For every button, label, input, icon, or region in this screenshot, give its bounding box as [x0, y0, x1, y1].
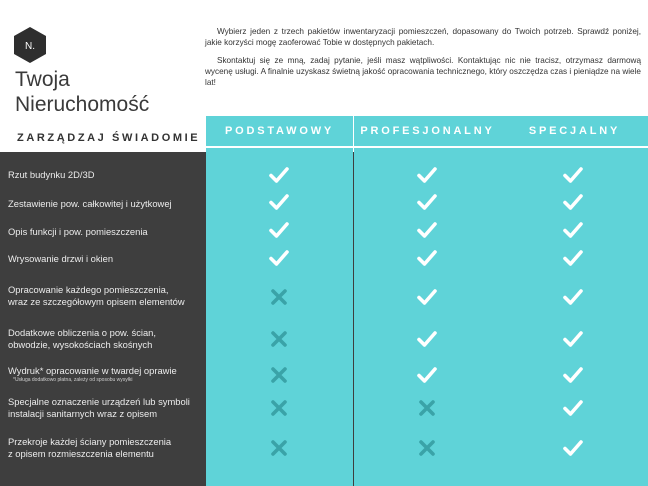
- feature-row: [8, 365, 198, 384]
- check-icon: [268, 219, 290, 241]
- feature-label: Dodatkowe obliczenia o pow. ścian,: [8, 327, 157, 338]
- feature-row: [8, 284, 198, 308]
- package-header: PODSTAWOWY: [206, 116, 353, 148]
- brand-title-line1: Twoja: [15, 68, 70, 91]
- check-icon: [268, 164, 290, 186]
- check-icon: [562, 437, 584, 459]
- tagline: ZARZĄDZAJ ŚWIADOMIE: [17, 132, 201, 144]
- intro-text: [205, 26, 641, 95]
- cross-icon: [416, 397, 438, 419]
- feature-label-line2: z opisem rozmieszczenia elementu: [8, 448, 154, 459]
- package-header: SPECJALNY: [501, 116, 648, 148]
- cross-icon: [268, 328, 290, 350]
- check-icon: [562, 364, 584, 386]
- check-icon: [416, 219, 438, 241]
- feature-label: Specjalne oznaczenie urządzeń lub symboli: [8, 396, 190, 407]
- feature-label: Rzut budynku 2D/3D: [8, 169, 95, 180]
- feature-row: [8, 436, 198, 460]
- feature-label: Opis funkcji i pow. pomieszczenia: [8, 226, 148, 237]
- cross-icon: [268, 364, 290, 386]
- feature-label: Wydruk* opracowanie w twardej oprawie: [8, 365, 177, 376]
- check-icon: [268, 191, 290, 213]
- check-icon: [562, 328, 584, 350]
- package-header: PROFESJONALNY: [354, 116, 501, 148]
- check-icon: [416, 328, 438, 350]
- check-icon: [416, 286, 438, 308]
- check-icon: [562, 286, 584, 308]
- check-icon: [416, 164, 438, 186]
- feature-label-line2: wraz ze szczegółowym opisem elementów: [8, 296, 185, 307]
- check-icon: [416, 364, 438, 386]
- check-icon: [562, 397, 584, 419]
- feature-label-line2: instalacji sanitarnych wraz z opisem: [8, 408, 158, 419]
- feature-label: Wrysowanie drzwi i okien: [8, 253, 114, 264]
- feature-label: Opracowanie każdego pomieszczenia,: [8, 284, 169, 295]
- logo-text: N.: [25, 41, 35, 52]
- feature-row: [8, 169, 198, 181]
- feature-row: [8, 226, 198, 238]
- check-icon: [562, 191, 584, 213]
- intro-paragraph-2: Skontaktuj się ze mną, zadaj pytanie, jeśli masz wątpliwości. Kontaktując nic nie tracisz, otrzymasz darmową wycenę usługi. A finalnie uzyskasz świetną jakość opracowania technicznego, który oszczędza czas i pieniądze na wiele lat!: [205, 56, 641, 87]
- check-icon: [562, 247, 584, 269]
- check-icon: [416, 191, 438, 213]
- feature-label-line2: obwodzie, wysokościach skośnych: [8, 339, 153, 350]
- check-icon: [416, 247, 438, 269]
- feature-row: [8, 198, 198, 210]
- feature-footnote: *Usługa dodatkowo płatna, zależy od sposobu wysyłki: [13, 377, 133, 383]
- feature-row: [8, 253, 198, 265]
- feature-label: Przekroje każdej ściany pomieszczenia: [8, 436, 172, 447]
- check-icon: [268, 247, 290, 269]
- feature-label: Zestawienie pow. całkowitej i użytkowej: [8, 198, 172, 209]
- check-icon: [562, 219, 584, 241]
- feature-row: [8, 327, 198, 351]
- intro-paragraph-1: Wybierz jeden z trzech pakietów inwentaryzacji pomieszczeń, dopasowany do Twoich potrzeb. Sprawdź poniżej, jakie korzyści mogę zaoferować Tobie w dostępnych pakietach.: [205, 27, 641, 47]
- feature-row: [8, 396, 198, 420]
- logo-hexagon: [13, 26, 47, 64]
- cross-icon: [268, 286, 290, 308]
- brand-title-line2: Nieruchomość: [15, 93, 150, 116]
- cross-icon: [268, 397, 290, 419]
- cross-icon: [416, 437, 438, 459]
- check-icon: [562, 164, 584, 186]
- cross-icon: [268, 437, 290, 459]
